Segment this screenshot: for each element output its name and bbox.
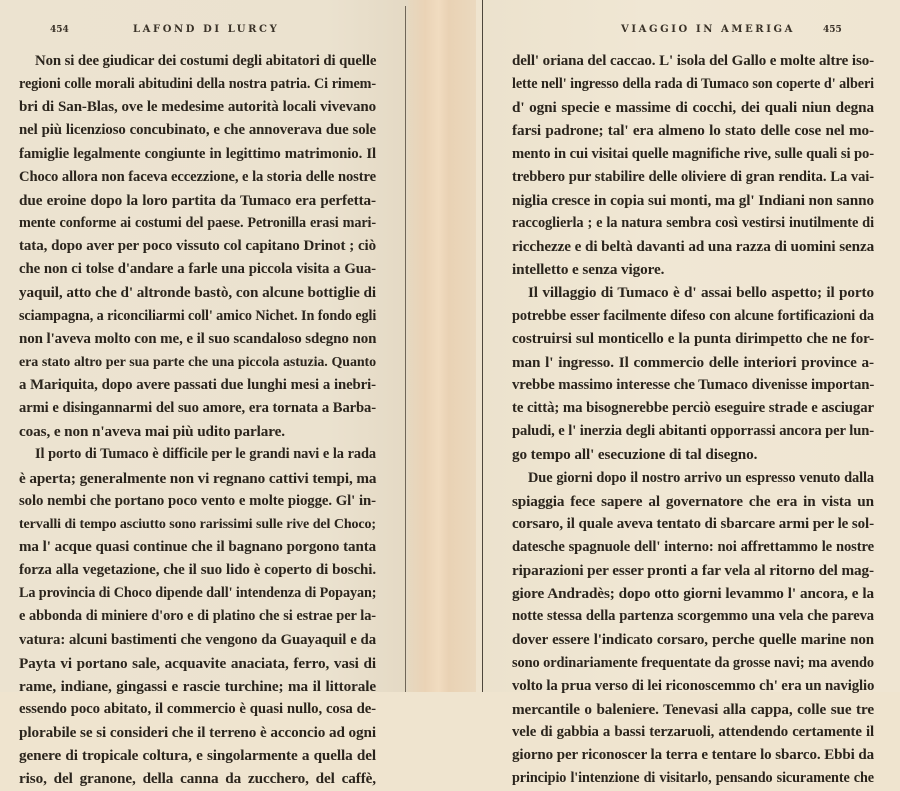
text-line: paludi, e l' inerzia degli abitanti opporrassi ancora per lun- bbox=[512, 423, 874, 440]
text-line: d' ogni specie e massime di cocchi, dei quali niun degna bbox=[512, 99, 874, 117]
left-page bbox=[0, 0, 408, 788]
text-line: mento in cui visitai quelle magnifiche rive, sulle quali si po- bbox=[512, 145, 874, 162]
text-line: armi e disingannarmi del suo amore, era tornata a Barba- bbox=[19, 400, 376, 417]
text-line: volto la prua verso di lei riconoscemmo ch' era un naviglio bbox=[512, 677, 875, 694]
text-line: bri di San-Blas, ove le medesime autorità locali vivevano bbox=[19, 99, 376, 116]
text-line: riparazioni per esser pronti a far vela al ritorno del mag- bbox=[512, 562, 874, 580]
text-line: nel più licenzioso concubinato, e che annoverava due sole bbox=[19, 122, 376, 139]
text-line: e abbonda di miniere d'oro e di platino che si estrae per la- bbox=[19, 608, 376, 625]
text-line: ma l' acque quasi continue che il bagnano porgono tanta bbox=[19, 538, 376, 555]
text-line: vatura: alcuni bastimenti che vengono da Guayaquil e da bbox=[19, 631, 376, 648]
right-page-number: 455 bbox=[823, 25, 842, 35]
text-line: era stato altro per sua parte che una piccola astuzia. Quanto bbox=[19, 354, 376, 370]
text-line: Non si dee giudicar dei costumi degli abitatori di quelle bbox=[35, 53, 377, 69]
text-line: yaquil, atto che d' altronde bastò, con alcune bottiglie di bbox=[19, 284, 376, 302]
text-line: farsi padrone; tal' era almeno lo stato delle cose nel mo- bbox=[512, 122, 874, 140]
text-line: dover essere l'indicato corsaro, perche quelle marine non bbox=[512, 631, 874, 648]
right-page bbox=[483, 0, 900, 787]
text-line: Il villaggio di Tumaco è d' assai bello aspetto; il porto bbox=[528, 284, 874, 302]
text-line: giore Andradès; dopo otto giorni levammo l' ancora, e la bbox=[512, 585, 874, 603]
text-line: riso, del granone, della canna da zucchero, del caffè, bbox=[19, 770, 376, 788]
text-line: plorabile se si consideri che il terreno è acconcio ad ogni bbox=[19, 724, 376, 742]
text-line: vrebbe massimo interesse che Tumaco divenisse importan- bbox=[512, 376, 875, 393]
text-line: Choco allora non faceva eccezzione, e la storia delle nostre bbox=[19, 168, 376, 185]
text-line: forza alla vegetazione, che il suo lido è coperto di boschi. bbox=[19, 562, 376, 579]
text-line: trebbero pur stabilire delle oliviere di gran rendita. La vai- bbox=[512, 168, 874, 185]
text-line: ricchezze e di beltà davanti ad una razza di uomini senza bbox=[512, 238, 875, 256]
text-line: genere di tropicale coltura, e singolarmente a quella del bbox=[19, 747, 376, 765]
text-line: essendo poco abitato, il commercio è quasi nullo, cosa de- bbox=[19, 700, 376, 717]
book-gutter bbox=[408, 0, 476, 692]
right-page-text bbox=[512, 50, 874, 791]
text-line: è aperta; generalmente non vi regnano cattivi tempi, ma bbox=[19, 469, 377, 487]
text-line: solo nembi che portano poco vento e molte piogge. Gl' in- bbox=[19, 492, 376, 509]
text-line: regioni colle morali abitudini della nostra patria. Ci rimem- bbox=[19, 76, 376, 93]
text-line: dell' oriana del caccao. L' isola del Gallo e molte altre iso- bbox=[512, 53, 874, 69]
right-running-head: VIAGGIO IN AMERIGA bbox=[621, 24, 795, 35]
text-line: coas, e non n'aveva mai più udito parlare. bbox=[19, 423, 285, 441]
text-line: che non ci tolse d'andare a farle una piccola visita a Gua- bbox=[19, 261, 376, 278]
text-line: lette nell' ingresso della rada di Tumaco son coperte d' alberi bbox=[512, 76, 874, 93]
text-line: corsaro, il quale aveva tentato di sbarcare armi per le sol- bbox=[512, 515, 874, 532]
text-line: niglia cresce in copia sui monti, ma gl' Indiani non sanno bbox=[512, 191, 874, 209]
text-line: potrebbe esser facilmente difeso con alcune fortificazioni da bbox=[512, 307, 874, 324]
text-line: sciampagna, a riconciliarmi coll' amico Nichet. In fondo egli bbox=[19, 307, 377, 324]
text-line: Il porto di Tumaco è difficile per le grandi navi e la rada bbox=[35, 446, 376, 463]
text-line: raccoglierla ; e la natura sembra così vestirsi inutilmente di bbox=[512, 214, 874, 231]
text-line: Payta vi portano sale, acquavite anaciata, ferro, vasi di bbox=[19, 654, 376, 672]
text-line: man l' ingresso. Il commercio delle interiori province a- bbox=[512, 353, 874, 371]
text-line: principio l'intenzione di visitarlo, pensando sicuramente che bbox=[512, 770, 874, 787]
text-line: mente conforme ai costumi del paese. Petronilla erasi mari- bbox=[19, 214, 376, 231]
text-line: notte stessa della partenza scorgemmo una vela che pareva bbox=[512, 608, 874, 625]
text-line: vele di gabbia a bassi terzaruoli, attendendo certamente il bbox=[512, 724, 874, 741]
left-running-head: LAFOND DI LURCY bbox=[133, 24, 280, 35]
text-line: due eroine dopo la loro partita da Tumaco era perfetta- bbox=[19, 191, 376, 209]
text-line: famiglie legalmente congiunte in legittimo matrimonio. Il bbox=[19, 145, 376, 162]
text-line: giorno per riconoscer la terra e tentare lo sbarco. Ebbi da bbox=[512, 747, 874, 764]
text-line: tata, dopo aver per poco vissuto col capitano Drinot ; ciò bbox=[19, 238, 376, 255]
text-line: tervalli di tempo asciutto sono rarissimi sulle rive del Choco; bbox=[19, 516, 376, 532]
text-line: non l'aveva molto con me, e il suo scandaloso sdegno non bbox=[19, 330, 377, 347]
text-line: spiaggia fece sapere al governatore che era in vista un bbox=[512, 492, 874, 510]
text-line: go tempo all' esecuzione di tal disegno. bbox=[512, 446, 758, 464]
text-line: Due giorni dopo il nostro arrivo un espresso venuto dalla bbox=[528, 469, 874, 486]
text-line: costruirsi sul monticello e la punta dirimpetto che ne for- bbox=[512, 330, 874, 347]
left-page-number: 454 bbox=[50, 25, 69, 35]
text-line: mercantile o baleniere. Tenevasi alla cappa, colle sue tre bbox=[512, 700, 874, 718]
text-line: intelletto e senza vigore. bbox=[512, 261, 665, 279]
text-line: te città; ma bisognerebbe perciò eseguire strade e asciugar bbox=[512, 400, 874, 417]
text-line: rame, indiane, gingassi e rascie turchine; ma il littorale bbox=[19, 677, 376, 695]
text-line: a Mariquita, dopo avere passati due lunghi mesi a inebri- bbox=[19, 376, 376, 393]
text-line: datesche spagnuole dell' interno: noi affrettammo le nostre bbox=[512, 538, 874, 555]
left-page-edge bbox=[405, 6, 406, 692]
left-page-text bbox=[19, 50, 376, 791]
text-line: sono ordinariamente frequentate da grosse navi; ma avendo bbox=[512, 654, 874, 671]
text-line: La provincia di Choco dipende dall' intendenza di Popayan; bbox=[19, 585, 377, 602]
